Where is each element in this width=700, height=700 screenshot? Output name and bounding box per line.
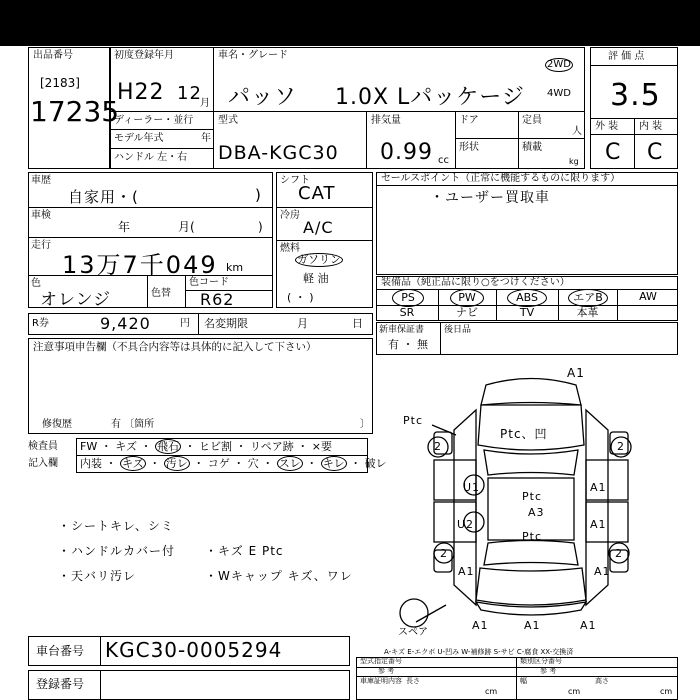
note-line-5: ・Wキャップ キズ、ワレ — [205, 569, 353, 583]
category-ref: 参 考 — [540, 667, 557, 675]
dealer-label: ディーラー・並行 — [114, 115, 194, 126]
insp-fw: FW — [80, 440, 98, 453]
mark-left-upper: U1 — [463, 481, 481, 494]
inspector-row1: FW ・ キズ ・ 飛石 ・ ヒビ割 ・ リペア跡 ・ ×要 — [80, 440, 332, 453]
sales-point-label: セールスポイント（正常に機能するものに限ります） — [381, 173, 621, 184]
model-value: DBA-KGC30 — [218, 142, 339, 164]
diagram-legend: A-キズ E-エクボ U-凹み W-補修跡 S-サビ C-腐食 XX-交換済 — [384, 648, 574, 656]
mark-bottom-left: A1 — [472, 619, 489, 632]
width-label: 幅 — [520, 677, 527, 685]
note-line-3: ・天バリ汚レ — [58, 569, 137, 583]
lot-sub: [2183] — [40, 76, 80, 90]
mark-top: A1 — [567, 366, 585, 380]
shift-value: CAT — [298, 183, 336, 204]
length-unit: cm — [485, 687, 498, 696]
tax-box — [28, 313, 373, 335]
inspection-label: 車検 — [31, 210, 51, 221]
repair-close: 〕 — [360, 419, 370, 430]
color-code-label: 色コード — [189, 277, 229, 288]
inspector-row2: 内装 ・ キズ ・ 汚レ ・ コゲ ・ 穴 ・ スレ ・ キレ ・ 破レ — [80, 457, 387, 470]
year-label: 年 — [201, 133, 211, 144]
later-label: 後日品 — [444, 325, 472, 335]
equip-tv: TV — [519, 306, 535, 319]
note-line-1: ・シートキレ、シミ — [58, 519, 174, 533]
displacement-value: 0.99 — [380, 140, 433, 165]
fuel-diesel: 軽 油 — [303, 272, 329, 285]
repair-label: 修復歴 — [42, 419, 72, 430]
reg-month: 12 — [177, 83, 202, 104]
score-label: 評 価 点 — [608, 51, 645, 62]
color-value: オレンジ — [40, 290, 112, 310]
name-change-day: 日 — [352, 317, 363, 330]
displacement-label: 排気量 — [371, 115, 401, 126]
lot-label: 出品番号 — [33, 50, 73, 61]
insp-int-tear: 破レ — [364, 457, 387, 470]
reg-no-label: 登録番号 — [36, 677, 85, 691]
name-change-label: 名変期限 — [204, 317, 248, 330]
insp-int-stain: 汚レ — [165, 457, 188, 470]
insp-chip: 飛石 — [157, 440, 179, 453]
mark-roof: Ptc — [522, 490, 542, 503]
ac-value: A/C — [303, 218, 334, 237]
mileage-label: 走行 — [31, 240, 51, 251]
model-label: 型式 — [218, 115, 238, 126]
chassis-label: 車台番号 — [36, 644, 85, 658]
length-label: 長さ — [406, 677, 420, 685]
inspection-year: 年 — [118, 220, 131, 234]
fuel-label: 燃料 — [280, 243, 300, 254]
history-close: ) — [255, 186, 262, 204]
type-cert-ref: 参 考 — [378, 667, 395, 675]
fuel-gasoline: ガソリン — [297, 253, 341, 266]
insp-int-wear: スレ — [278, 457, 301, 470]
mark-trunk: Ptc — [522, 530, 542, 543]
notes-title: 注意事項申告欄（不具合内容等は具体的に記入して下さい） — [33, 341, 317, 353]
ac-label: 冷房 — [280, 210, 300, 221]
color-code-value: R62 — [200, 290, 235, 309]
mark-rear-right: 2 — [615, 547, 623, 560]
color-change-label: 色替 — [151, 288, 171, 299]
equipment-label: 装備品（純正品に限り○をつけください） — [381, 277, 570, 288]
insp-int-hole: 穴 — [247, 457, 259, 470]
mark-hood: Ptc、凹 — [500, 427, 548, 441]
name-label: 車名・グレード — [218, 50, 288, 61]
interior-grade: C — [647, 140, 664, 165]
shape-label: 形状 — [459, 142, 479, 153]
reg-era: H22 — [117, 80, 165, 105]
history-value: 自家用・( — [68, 188, 139, 206]
mark-right-rear: A1 — [594, 565, 611, 578]
insp-interior: 内装 — [80, 457, 102, 470]
height-unit: cm — [660, 687, 673, 696]
tax-label: R券 — [32, 318, 49, 329]
mark-front-left: 2 — [434, 440, 442, 453]
fuel-paren: ( ・ ) — [287, 291, 314, 304]
insp-scratch: キズ — [115, 440, 137, 453]
tax-value: 9,420 — [100, 314, 151, 333]
sales-point-note: ・ユーザー買取車 — [430, 190, 550, 206]
mileage-value: 13万7千049 — [62, 251, 218, 279]
width-unit: cm — [568, 687, 581, 696]
reg-unit: 月 — [200, 98, 210, 109]
name-change-month: 月 — [297, 317, 308, 330]
mark-bottom-mid: A1 — [524, 619, 541, 632]
cert-label: 車庫証明内容 — [360, 677, 402, 685]
capacity-unit: 人 — [572, 126, 582, 137]
type-cert-label: 型式指定番号 — [360, 657, 402, 665]
mileage-unit: km — [226, 261, 244, 274]
repair-value: 有 〔箇所 — [111, 419, 155, 430]
model-year-label: モデル年式 — [114, 133, 164, 144]
door-label: ドア — [459, 115, 479, 126]
lot-number: 17235 — [30, 95, 120, 128]
equip-pw: PW — [450, 289, 484, 307]
insp-int-scratch: キズ — [122, 457, 144, 470]
mark-right-upper: A1 — [590, 481, 607, 494]
equip-aw: AW — [639, 290, 657, 303]
mark-left-front-note: Ptc — [403, 414, 423, 427]
cert-box — [356, 657, 678, 700]
capacity-label: 定員 — [522, 115, 542, 126]
insp-need: ×要 — [311, 440, 332, 453]
equip-abs: ABS — [507, 289, 547, 307]
color-label: 色 — [31, 278, 41, 289]
top-border — [0, 0, 700, 46]
grade: 1.0X Lパッケージ — [335, 85, 525, 110]
inspector-label-2: 記入欄 — [28, 458, 58, 469]
inspection-month: 月( — [178, 220, 195, 234]
exterior-label: 外 装 — [595, 121, 619, 132]
mark-right-lower: A1 — [590, 518, 607, 531]
mark-front-right: 2 — [617, 440, 625, 453]
reg-label: 初度登録年月 — [114, 50, 174, 61]
displacement-unit: cc — [438, 155, 449, 166]
note-line-2: ・ハンドルカバー付 — [58, 544, 176, 558]
tax-unit: 円 — [180, 318, 190, 329]
equip-airbag: エアB — [568, 289, 608, 307]
insp-int-cut: キレ — [322, 457, 345, 470]
mark-left-rear: A1 — [458, 565, 475, 578]
height-label: 高さ — [595, 677, 609, 685]
interior-label: 内 装 — [639, 121, 663, 132]
equip-ps: PS — [392, 289, 424, 307]
insp-crack: ヒビ割 — [199, 440, 232, 453]
note-line-4: ・キズ E Ptc — [205, 544, 284, 558]
car-diagram — [376, 360, 686, 650]
load-label: 積載 — [522, 142, 542, 153]
drive-4wd: 4WD — [547, 88, 571, 99]
warranty-value: 有 ・ 無 — [388, 338, 428, 351]
insp-int-burn: コゲ — [207, 457, 230, 470]
inspector-label-1: 検査員 — [28, 441, 58, 452]
chassis-value: KGC30-0005294 — [105, 638, 283, 662]
equip-navi: ナビ — [456, 306, 478, 319]
handle-label: ハンドル 左・右 — [114, 152, 188, 163]
shift-label: シフト — [280, 175, 310, 186]
exterior-grade: C — [605, 140, 622, 165]
score-value: 3.5 — [610, 78, 661, 113]
warranty-label: 新車保証書 — [379, 325, 425, 335]
category-label: 類別区分番号 — [520, 657, 562, 665]
history-label: 車歴 — [31, 175, 51, 186]
mark-rear-left: 2 — [440, 547, 448, 560]
equip-leather: 本革 — [576, 306, 599, 319]
mark-left-lower: U2 — [457, 518, 475, 531]
mark-bottom-right: A1 — [580, 619, 597, 632]
car-name: パッソ — [228, 85, 298, 110]
drive-2wd: 2WD — [547, 59, 571, 70]
mark-roof2: A3 — [528, 506, 545, 519]
equip-sr: SR — [399, 306, 415, 319]
inspection-close: ) — [258, 220, 263, 234]
insp-repair: リペア跡 — [250, 440, 294, 453]
spare-label: スペア — [398, 627, 428, 638]
load-unit: kg — [569, 157, 579, 166]
